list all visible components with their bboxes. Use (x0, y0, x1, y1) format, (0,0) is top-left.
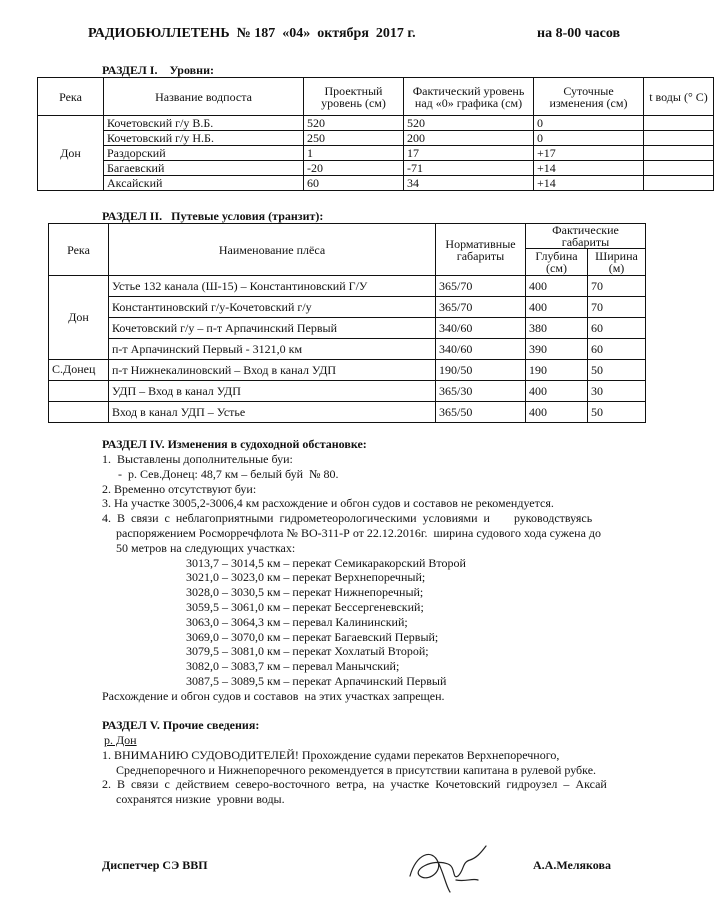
transit-cell-depth: 190 (526, 360, 588, 381)
levels-header-change: Суточные изменения (см) (534, 78, 644, 116)
table-row (38, 131, 714, 146)
transit-header-reach: Наименование плёса (109, 224, 436, 276)
bulletin-time: на 8-00 часов (537, 26, 621, 41)
levels-header-temp: t воды (° С) (644, 78, 714, 116)
section4-line: 1. Выставлены дополнительные буи: (102, 452, 293, 466)
transit-cell-river-empty (49, 402, 109, 423)
section5-line: Среднепоречного и Нижнепоречного рекомендуется в присутствии капитана в рулевой рубке. (116, 762, 597, 777)
section5-body (102, 733, 662, 807)
table-row (38, 146, 714, 161)
transit-cell-width: 60 (588, 339, 646, 360)
section4-line: 50 метров на следующих участках: (116, 540, 296, 555)
section4-line: 4. В связи с неблагоприятными гидрометеорологическими условиями и руководствуясь (102, 511, 593, 526)
transit-cell-river-empty (49, 381, 109, 402)
levels-cell-temp (644, 161, 714, 176)
levels-cell-name: Багаевский (104, 161, 304, 176)
levels-cell-name: Аксайский (104, 176, 304, 191)
section5-line: 1. ВНИМАНИЮ СУДОВОДИТЕЛЕЙ! Прохождение судами перекатов Верхнепоречного, (102, 747, 560, 762)
section4-footer: Расхождение и обгон судов и составов на этих участках запрещен. (102, 688, 445, 703)
transit-header-depth: Глубина (см) (526, 249, 588, 276)
dispatcher-label: Диспетчер СЭ ВВП (102, 858, 208, 872)
transit-cell-reach: Устье 132 канала (Ш-15) – Константиновский Г/У (109, 276, 436, 297)
section4-title: РАЗДЕЛ IV. Изменения в судоходной обстановке: (102, 437, 367, 451)
transit-cell-width: 30 (588, 381, 646, 402)
transit-cell-width: 50 (588, 360, 646, 381)
transit-header-normative: Нормативные габариты (436, 224, 526, 276)
transit-cell-reach: п-т Нижнекалиновский – Вход в канал УДП (109, 360, 436, 381)
table-row (49, 318, 646, 339)
levels-cell-name: Раздорский (104, 146, 304, 161)
site-item: 3013,7 – 3014,5 км – перекат Семикаракорский Второй (186, 555, 466, 570)
transit-cell-depth: 400 (526, 297, 588, 318)
site-item: 3082,0 – 3083,7 км – перевал Манычский; (186, 659, 400, 674)
bulletin-title: РАДИОБЮЛЛЕТЕНЬ № 187 «04» октября 2017 г. (88, 26, 416, 41)
levels-header-river: Река (38, 78, 104, 116)
transit-header-river: Река (49, 224, 109, 276)
transit-cell-depth: 400 (526, 381, 588, 402)
transit-cell-reach: п-т Арпачинский Первый - 3121,0 км (109, 339, 436, 360)
signature-image (398, 836, 490, 894)
transit-cell-width: 50 (588, 402, 646, 423)
site-item: 3059,5 – 3061,0 км – перекат Бессергеневский; (186, 599, 424, 614)
levels-cell-actual: -71 (404, 161, 534, 176)
levels-cell-design: 520 (304, 116, 404, 131)
table-row (38, 161, 714, 176)
table-row (49, 276, 646, 297)
transit-table (48, 223, 646, 423)
site-item: 3021,0 – 3023,0 км – перекат Верхнепоречный; (186, 570, 426, 585)
transit-cell-norm: 365/70 (436, 297, 526, 318)
levels-cell-name: Кочетовский г/у Н.Б. (104, 131, 304, 146)
table-row (49, 360, 646, 381)
dispatcher-name: А.А.Мелякова (533, 858, 611, 872)
section5-title: РАЗДЕЛ V. Прочие сведения: (102, 718, 260, 732)
levels-cell-change: 0 (534, 116, 644, 131)
levels-cell-actual: 200 (404, 131, 534, 146)
table-row (38, 176, 714, 191)
section1-title: РАЗДЕЛ I. Уровни: (102, 63, 214, 77)
site-item: 3028,0 – 3030,5 км – перекат Нижнепоречный; (186, 585, 424, 600)
levels-cell-design: 60 (304, 176, 404, 191)
levels-header-name: Название водпоста (104, 78, 304, 116)
section5-river: р. Дон (104, 733, 137, 747)
section4-line: распоряжением Росморречфлота № ВО-311-Р от 22.12.2016г. ширина судового хода сужена до (116, 525, 601, 540)
section2-title: РАЗДЕЛ II. Путевые условия (транзит): (102, 209, 324, 223)
levels-cell-design: 1 (304, 146, 404, 161)
transit-header-actual: Фактические габариты (526, 224, 646, 249)
transit-cell-depth: 400 (526, 276, 588, 297)
transit-river-donets: С.Донец (49, 360, 109, 381)
levels-cell-temp (644, 176, 714, 191)
levels-cell-change: +14 (534, 161, 644, 176)
transit-cell-reach: Вход в канал УДП – Устье (109, 402, 436, 423)
site-item: 3087,5 – 3089,5 км – перекат Арпачинский Первый (186, 673, 447, 688)
transit-cell-width: 70 (588, 297, 646, 318)
levels-cell-temp (644, 131, 714, 146)
transit-cell-norm: 365/30 (436, 381, 526, 402)
levels-table (37, 77, 714, 191)
section5-line: 2. В связи с действием северо-восточного ветра, на участке Кочетовский гидроузел – Аксай (102, 777, 607, 792)
transit-cell-norm: 340/60 (436, 318, 526, 339)
transit-river-don: Дон (49, 276, 109, 360)
transit-cell-reach: Константиновский г/у-Кочетовский г/у (109, 297, 436, 318)
section4-body (102, 452, 662, 704)
transit-cell-width: 60 (588, 318, 646, 339)
transit-cell-norm: 365/50 (436, 402, 526, 423)
levels-river: Дон (38, 116, 104, 191)
site-item: 3079,5 – 3081,0 км – перекат Хохлатый Второй; (186, 644, 429, 659)
transit-cell-norm: 340/60 (436, 339, 526, 360)
levels-header-actual: Фактический уровень над «0» графика (см) (404, 78, 534, 116)
table-row (38, 116, 714, 131)
transit-cell-depth: 390 (526, 339, 588, 360)
table-row (49, 339, 646, 360)
transit-header-width: Ширина (м) (588, 249, 646, 276)
section4-line: - р. Сев.Донец: 48,7 км – белый буй № 80. (118, 466, 339, 481)
table-row (49, 402, 646, 423)
section4-line: 3. На участке 3005,2-3006,4 км расхождение и обгон судов и составов не рекомендуется. (102, 496, 554, 511)
transit-cell-norm: 190/50 (436, 360, 526, 381)
levels-cell-actual: 520 (404, 116, 534, 131)
site-item: 3063,0 – 3064,3 км – перевал Калининский; (186, 614, 408, 629)
levels-cell-name: Кочетовский г/у В.Б. (104, 116, 304, 131)
levels-cell-change: +14 (534, 176, 644, 191)
transit-cell-width: 70 (588, 276, 646, 297)
section5-line: сохранятся низкие уровни воды. (116, 792, 285, 807)
table-row (49, 297, 646, 318)
transit-cell-reach: Кочетовский г/у – п-т Арпачинский Первый (109, 318, 436, 339)
section4-line: 2. Временно отсутствуют буи: (102, 481, 257, 496)
transit-cell-reach: УДП – Вход в канал УДП (109, 381, 436, 402)
site-item: 3069,0 – 3070,0 км – перекат Багаевский Первый; (186, 629, 439, 644)
levels-cell-change: +17 (534, 146, 644, 161)
table-row (49, 381, 646, 402)
levels-cell-actual: 34 (404, 176, 534, 191)
levels-cell-actual: 17 (404, 146, 534, 161)
levels-cell-temp (644, 146, 714, 161)
transit-cell-depth: 380 (526, 318, 588, 339)
levels-cell-temp (644, 116, 714, 131)
levels-header-design: Проектный уровень (см) (304, 78, 404, 116)
transit-cell-depth: 400 (526, 402, 588, 423)
levels-cell-design: 250 (304, 131, 404, 146)
transit-cell-norm: 365/70 (436, 276, 526, 297)
levels-cell-change: 0 (534, 131, 644, 146)
levels-cell-design: -20 (304, 161, 404, 176)
